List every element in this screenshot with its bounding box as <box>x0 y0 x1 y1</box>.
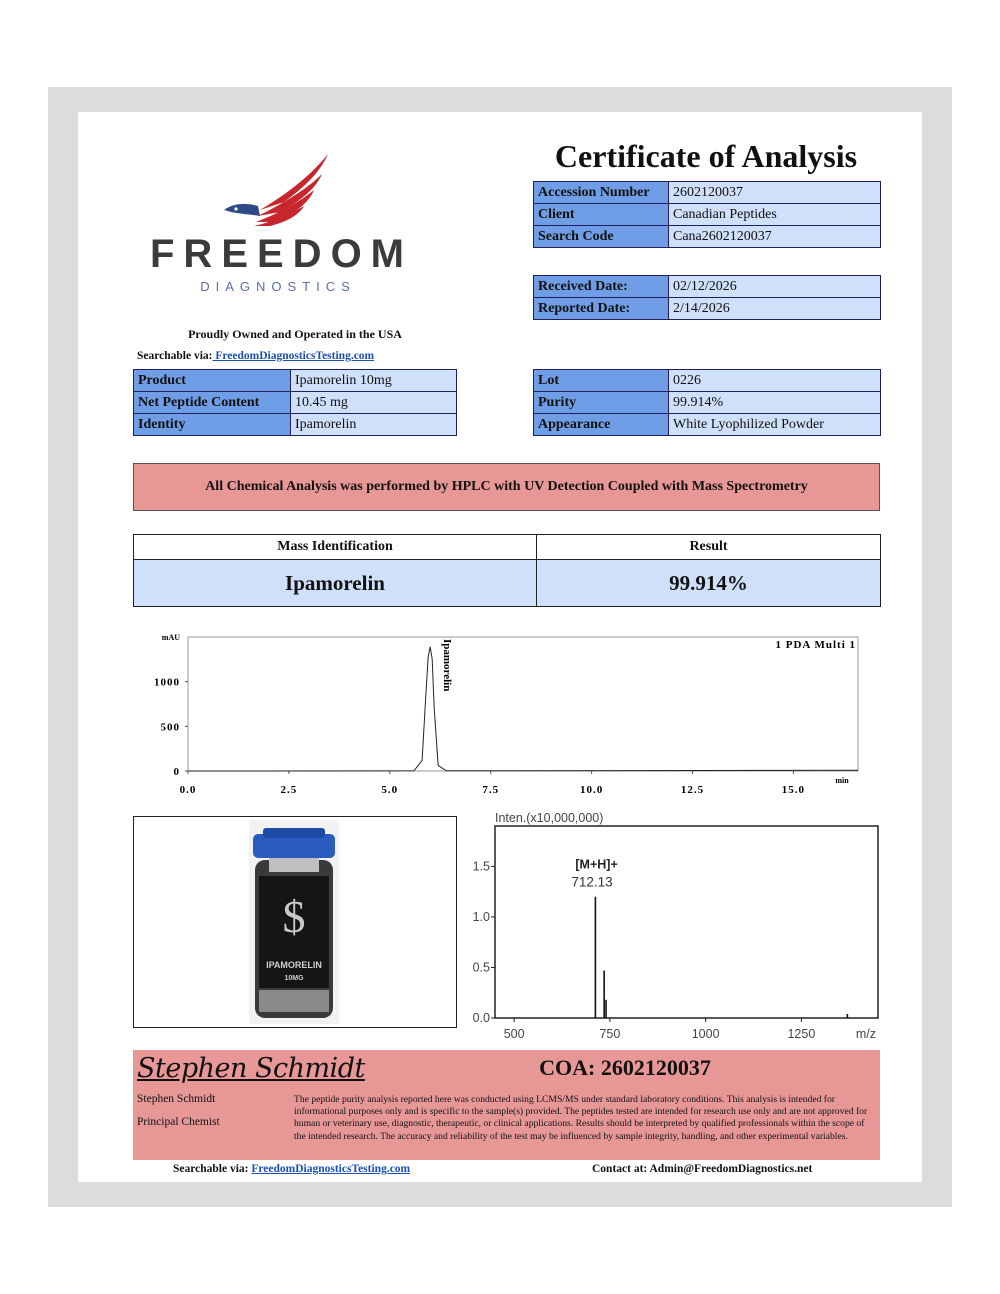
table-row <box>134 414 457 436</box>
x-tick-label: 1250 <box>787 1027 816 1041</box>
vial-image <box>249 820 339 1024</box>
product-label: Product <box>134 370 291 392</box>
x-tick-label: 500 <box>503 1027 525 1041</box>
x-tick-label: 15.0 <box>781 784 806 796</box>
vial-label-name: IPAMORELIN <box>266 960 322 970</box>
info-value: Canadian Peptides <box>669 204 881 226</box>
x-tick-label: 750 <box>599 1027 621 1041</box>
searchable-label: Searchable via: <box>137 350 213 362</box>
table-row <box>134 560 881 607</box>
info-table <box>533 181 881 248</box>
x-axis-label: min <box>835 776 849 785</box>
product-table <box>133 369 457 436</box>
footer-contact: Contact at: Admin@FreedomDiagnostics.net <box>592 1163 813 1175</box>
lot-label: Appearance <box>534 414 669 436</box>
y-tick-label: 500 <box>160 721 180 734</box>
table-row <box>534 414 881 436</box>
date-label: Received Date: <box>534 276 669 298</box>
eagle-flag-logo-icon <box>220 152 332 228</box>
info-value: Cana2602120037 <box>669 226 881 248</box>
searchable-line <box>137 350 374 362</box>
product-value: Ipamorelin <box>291 414 457 436</box>
method-banner: All Chemical Analysis was performed by HPLC with UV Detection Coupled with Mass Spectrometry <box>133 463 880 511</box>
y-tick-label: 0.0 <box>472 1011 490 1025</box>
product-label: Net Peptide Content <box>134 392 291 414</box>
y-tick-label: 0.5 <box>472 960 490 975</box>
brand-name: FREEDOM <box>150 232 413 276</box>
lot-table <box>533 369 881 436</box>
brand-subtitle: DIAGNOSTICS <box>200 279 356 294</box>
info-label: Search Code <box>534 226 669 248</box>
y-tick-label: 0 <box>173 766 180 778</box>
table-row <box>534 370 881 392</box>
info-label: Accession Number <box>534 182 669 204</box>
product-value: Ipamorelin 10mg <box>291 370 457 392</box>
x-tick-label: 2.5 <box>280 784 298 796</box>
tagline: Proudly Owned and Operated in the USA <box>188 327 402 341</box>
date-value: 02/12/2026 <box>669 276 881 298</box>
signer-role: Principal Chemist <box>137 1116 220 1128</box>
table-row <box>134 370 457 392</box>
x-axis-label: m/z <box>855 1027 876 1041</box>
date-value: 2/14/2026 <box>669 298 881 320</box>
mass-identification-table <box>133 534 881 607</box>
table-row <box>534 226 881 248</box>
x-tick-label: 1000 <box>691 1027 720 1041</box>
y-tick-label: 1.0 <box>472 909 490 924</box>
ion-annotation: [M+H]+ <box>575 857 618 872</box>
lot-value: 0226 <box>669 370 881 392</box>
legend-label: 1 PDA Multi 1 <box>775 639 856 651</box>
info-value: 2602120037 <box>669 182 881 204</box>
document-title: Certificate of Analysis <box>554 138 858 174</box>
table-row <box>534 204 881 226</box>
x-tick-label: 10.0 <box>579 784 604 796</box>
dates-table <box>533 275 881 320</box>
coa-number: COA: 2602120037 <box>539 1055 711 1080</box>
x-tick-label: 12.5 <box>680 784 705 796</box>
table-header-row <box>134 535 881 560</box>
footer-search-link[interactable]: FreedomDiagnosticsTesting.com <box>251 1163 411 1175</box>
table-row <box>534 392 881 414</box>
hplc-chromatogram <box>135 628 870 798</box>
table-row <box>534 276 881 298</box>
lot-label: Purity <box>534 392 669 414</box>
searchable-link[interactable]: FreedomDiagnosticsTesting.com <box>212 350 375 362</box>
x-tick-label: 5.0 <box>381 784 399 796</box>
product-photo-frame <box>133 816 457 1028</box>
result-header: Result <box>537 535 881 560</box>
footer-search <box>173 1163 410 1175</box>
compound-name: Ipamorelin <box>134 560 537 607</box>
lot-value: White Lyophilized Powder <box>669 414 881 436</box>
plot-frame <box>188 637 858 771</box>
purity-result: 99.914% <box>537 560 881 607</box>
lot-label: Lot <box>534 370 669 392</box>
table-row <box>534 182 881 204</box>
x-tick-label: 0.0 <box>179 784 197 796</box>
lot-value: 99.914% <box>669 392 881 414</box>
mass-annotation: 712.13 <box>571 874 613 890</box>
date-label: Reported Date: <box>534 298 669 320</box>
footer-search-label: Searchable via: <box>173 1163 249 1175</box>
table-row <box>134 392 457 414</box>
chromatogram-trace <box>188 647 858 771</box>
product-value: 10.45 mg <box>291 392 457 414</box>
table-row <box>534 298 881 320</box>
y-tick-label: 1000 <box>154 676 180 689</box>
disclaimer-text: The peptide purity analysis reported here was conducted using LCMS/MS under standard laboratory conditions. This analysis is intended for informational purposes only and is specific to the sample(s) provided. The peptides tested are intended for research use only and are not approved for human or veterinary use, diagnostic, therapeutic, or clinical applications. Results should be interpreted by qualified professionals within the scope of the intended research. The accuracy and reliability of the test may be influenced by sample integrity, handling, and other experimental variables. <box>294 1094 868 1142</box>
signer-name: Stephen Schmidt <box>137 1093 216 1105</box>
y-axis-label: mAU <box>161 633 180 642</box>
y-tick-label: 1.5 <box>472 859 490 874</box>
vial-label-dose: 10MG <box>284 975 304 982</box>
signature-script: Stephen Schmidt <box>137 1053 365 1084</box>
mass-header: Mass Identification <box>134 535 537 560</box>
x-tick-label: 7.5 <box>482 784 500 796</box>
plot-frame <box>495 826 878 1018</box>
vial-logo-glyph: $ <box>282 891 306 942</box>
product-label: Identity <box>134 414 291 436</box>
y-axis-label: Inten.(x10,000,000) <box>495 811 604 825</box>
info-label: Client <box>534 204 669 226</box>
mass-spectrum <box>465 808 880 1044</box>
peak-label: Ipamorelin <box>441 639 454 692</box>
